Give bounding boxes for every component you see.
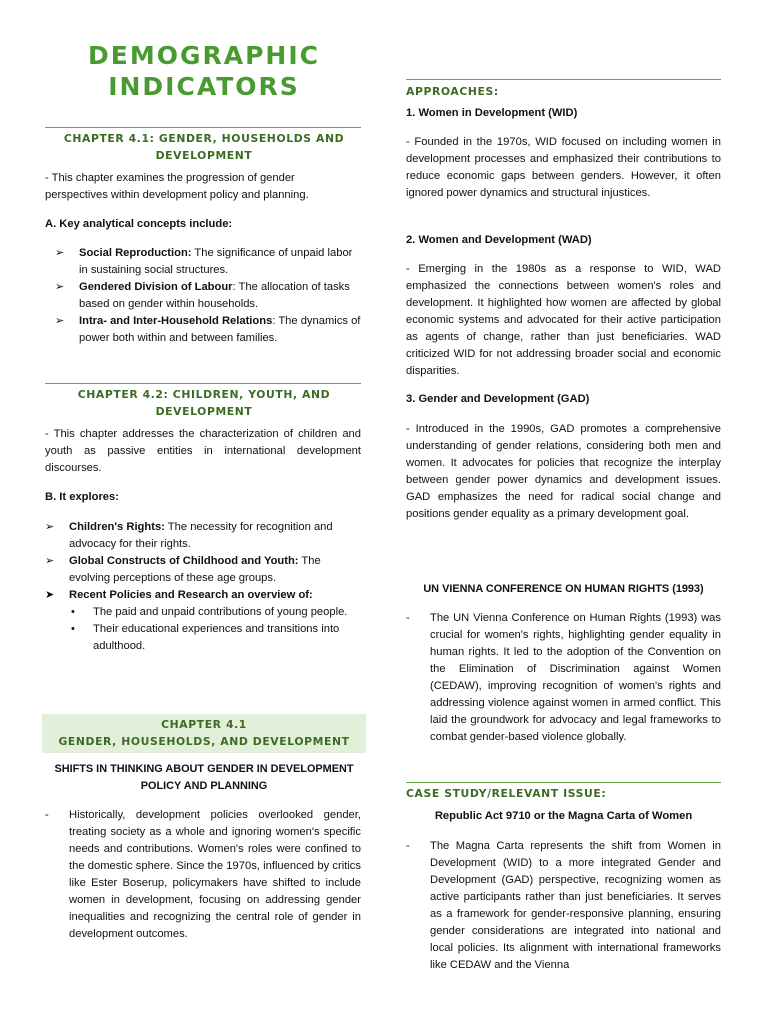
list-item xyxy=(71,604,361,621)
wad-title: 2. Women and Development (WAD) xyxy=(406,234,592,246)
box-line-2: GENDER, HOUSEHOLDS, AND DEVELOPMENT xyxy=(58,735,350,748)
shifts-heading-line-2: POLICY AND PLANNING xyxy=(140,780,268,792)
wid-text: - Founded in the 1970s, WID focused on including women in development processes and emphasized their contributions to reduce economic gaps between genders. However, it often ignored power dynamics and structural injustices. xyxy=(406,136,721,199)
case-study-label: CASE STUDY/RELEVANT ISSUE: xyxy=(406,787,607,800)
wad-text: - Emerging in the 1980s as a response to WID, WAD emphasized the connections between women's roles and development. It highlighted how women are affected by global economic systems and advocated for their active participation as agents of change, rather than just beneficiaries. WAD criticized WID for not addressing broader social and economic disparities. xyxy=(406,263,721,377)
chapter-4-1-intro: - This chapter examines the progression of gender perspectives within development policy and planning. xyxy=(45,172,309,201)
list-item-term: Gendered Division of Labour xyxy=(79,281,233,293)
arrow-bullet-icon: ➢ xyxy=(55,315,65,327)
list-item-text: : The dynamics of power both within and between families. xyxy=(79,315,361,344)
chapter-4-1-heading xyxy=(45,130,363,164)
list-item-term: Social Reproduction: xyxy=(79,247,192,259)
approaches-rule xyxy=(406,79,721,80)
gad-text: - Introduced in the 1990s, GAD promotes a comprehensive understanding of gender relations, considering both men and women. It advocates for policies that recognize the interplay between gender power dynamics and development issues. GAD emphasizes the need for radical social change and positions gender equality as a primary development goal. xyxy=(406,423,721,520)
list-item-text: The significance of unpaid labor in sustaining social structures. xyxy=(79,247,353,276)
list-item xyxy=(55,313,361,347)
case-study-rule xyxy=(406,782,721,783)
list-item xyxy=(71,621,361,655)
dash-bullet: - xyxy=(45,809,49,821)
chapter-4-2-intro: - This chapter addresses the characterization of children and youth as passive entities in international development discourses. xyxy=(45,428,361,474)
approaches-label: APPROACHES: xyxy=(406,85,499,98)
arrow-bullet-icon: ➢ xyxy=(45,555,55,567)
list-item-text: The evolving perceptions of these age groups. xyxy=(69,555,321,584)
list-item xyxy=(45,553,361,587)
chapter-4-2-rule xyxy=(45,383,361,384)
arrow-bullet-icon: ➤ xyxy=(45,589,55,601)
dot-bullet-icon: • xyxy=(71,606,75,618)
wid-title: 1. Women in Development (WID) xyxy=(406,107,578,119)
dot-bullet-icon: • xyxy=(71,623,75,635)
overview-sublist xyxy=(71,604,361,655)
vienna-heading: UN VIENNA CONFERENCE ON HUMAN RIGHTS (1993) xyxy=(423,583,704,595)
chapter-4-1-rule xyxy=(45,127,361,128)
gad-title: 3. Gender and Development (GAD) xyxy=(406,393,590,405)
list-item xyxy=(45,587,361,604)
arrow-bullet-icon: ➢ xyxy=(45,521,55,533)
chapter-4-1-heading-line-2: DEVELOPMENT xyxy=(155,149,253,162)
list-item-text: : The allocation of tasks based on gender within households. xyxy=(79,281,350,310)
arrow-bullet-icon: ➢ xyxy=(55,281,65,293)
key-concepts-list xyxy=(55,245,361,347)
list-item-term: Recent Policies and Research an overview of: xyxy=(69,589,313,601)
shifts-heading xyxy=(45,761,363,795)
shifts-text: Historically, development policies overlooked gender, treating society as a whole and ignoring women's specific needs and contributions. Women's roles were confined to the domestic sphere. Since the 1970s, influenced by critics like Ester Boserup, policymakers have shifted to include women in development, focusing on addressing gender inequalities and recognizing the central role of gender in development outcomes. xyxy=(69,809,361,940)
shifts-heading-line-1: SHIFTS IN THINKING ABOUT GENDER IN DEVELOPMENT xyxy=(54,763,354,775)
dash-bullet: - xyxy=(406,612,410,624)
vienna-text: The UN Vienna Conference on Human Rights (1993) was crucial for women's rights, highlighting gender equality in human rights. It led to the adoption of the Convention on the Elimination of Discrimination against Women (CEDAW), improving recognition of women's rights and addressing violence against women in armed conflict. This laid the groundwork for advocacy and legal frameworks to combat gender-based violence globally. xyxy=(430,612,721,743)
chapter-4-1-box xyxy=(42,714,366,753)
arrow-bullet-icon: ➢ xyxy=(55,247,65,259)
dash-bullet: - xyxy=(406,840,410,852)
case-study-title: Republic Act 9710 or the Magna Carta of Women xyxy=(434,810,693,822)
explores-label: B. It explores: xyxy=(45,491,119,503)
list-item-term: Global Constructs of Childhood and Youth: xyxy=(69,555,299,567)
list-item-text: Their educational experiences and transitions into adulthood. xyxy=(93,623,340,652)
title-line-2: INDICATORS xyxy=(108,72,300,101)
chapter-4-2-heading-line-2: DEVELOPMENT xyxy=(155,405,253,418)
list-item-term: Children's Rights: xyxy=(69,521,165,533)
box-line-1: CHAPTER 4.1 xyxy=(161,718,247,731)
list-item-text: The necessity for recognition and advocacy for their rights. xyxy=(69,521,333,550)
chapter-4-2-heading-line-1: CHAPTER 4.2: CHILDREN, YOUTH, AND xyxy=(77,388,331,401)
chapter-4-1-heading-line-1: CHAPTER 4.1: GENDER, HOUSEHOLDS AND xyxy=(63,132,345,145)
key-concepts-label: A. Key analytical concepts include: xyxy=(45,218,233,230)
explores-list xyxy=(45,519,361,604)
chapter-4-2-heading xyxy=(45,386,363,420)
list-item-text: The paid and unpaid contributions of young people. xyxy=(93,606,348,618)
list-item-term: Intra- and Inter-Household Relations xyxy=(79,315,273,327)
list-item xyxy=(55,279,361,313)
list-item xyxy=(55,245,361,279)
document-title xyxy=(45,40,363,102)
case-study-text: The Magna Carta represents the shift from Women in Development (WID) to a more integrated Gender and Development (GAD) perspective, recognizing women as active participants rather than just beneficiaries. It serves as a framework for gender-responsive planning, ensuring gender considerations are integrated into national and local policies. Its alignment with international frameworks like CEDAW and the Vienna xyxy=(430,840,721,971)
title-line-1: DEMOGRAPHIC xyxy=(88,41,320,70)
list-item xyxy=(45,519,361,553)
